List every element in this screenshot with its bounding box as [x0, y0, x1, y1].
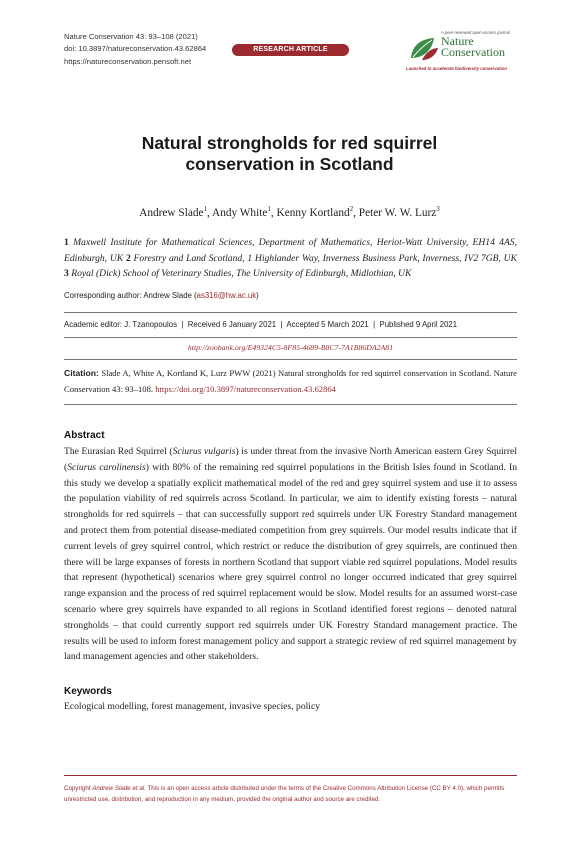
- divider: [64, 404, 517, 405]
- abstract-body: The Eurasian Red Squirrel (Sciurus vulgaris) is under threat from the invasive North American eastern Grey Squirrel (Sciurus carolinensis) with 80% of the remaining red squirrel populations in the British Isles found in Scotland. In this study we develop a spatially explicit mathematical model of the red and grey squirrel system and use it to assess the population viability of red squirrels across Scotland. In particular, we aim to identify existing forests – natural strongholds for red squirrels – that can successfully support red squirrels under UK Forestry Standard management and protect them from potential disease-mediated competition from grey squirrels. Our model results indicate that if current levels of grey squirrel control, which restrict or reduce the distribution of grey squirrels, are continued then there will be large expanses of forests in northern Scotland that support viable red squirrel populations. Model results that represent (hypothetical) scenarios where grey squirrel control no longer occurred indicated that grey squirrel range expansion and the process of red squirrel replacement would be slow. Model results for an assumed worst-case scenario where grey squirrels have expanded to all regions in Scotland identified forest regions – denoted natural strongholds – that could currently support red squirrels under UK Forestry Standard management practice. The results will be used to inform forest management policy and support a strategic review of red squirrel management by land management agencies and other stakeholders.: [64, 446, 517, 663]
- affiliation-number: 2: [125, 252, 131, 264]
- logo-tagline: A peer-reviewed open-access journal: [441, 30, 510, 35]
- journal-logo[interactable]: [404, 30, 524, 74]
- author-affiliation-mark: 1: [267, 205, 271, 213]
- citation-text: Slade A, White A, Kortland K, Lurz PWW (2021) Natural strongholds for red squirrel conservation in Scotland. Nature Conservation 43: 93–108.: [64, 368, 517, 394]
- keywords-heading: Keywords: [64, 686, 112, 697]
- affiliation-text: Maxwell Institute for Mathematical Sciences, Department of Mathematics, Heriot-Watt University, EH14 4AS, Edinburgh, UK: [64, 237, 518, 264]
- affiliation-text: Royal (Dick) School of Veterinary Studies, The University of Edinburgh, Midlothian, UK: [71, 268, 412, 280]
- abstract-heading: Abstract: [64, 430, 105, 441]
- author-affiliation-mark: 1: [203, 205, 208, 213]
- author-name[interactable]: Peter W. W. Lurz: [358, 206, 437, 219]
- citation-block: [64, 366, 517, 397]
- affiliations: [64, 235, 517, 282]
- author-list: Andrew Slade$^1$, Andy White$^1$, Kenny Kortland$^2$, Peter W. W. Lurz$^3$: [139, 205, 440, 219]
- divider: [64, 359, 517, 360]
- logo-subtitle: Launched to accelerate biodiversity conservation: [406, 66, 508, 71]
- copyright-notice: Copyright Andrew Slade et al. This is an open access article distributed under the terms of the Creative Commons Attribution License (CC BY 4.0), which permits unrestricted use, distribution, and reproduction in any medium, provided the original author and source are credited.: [64, 785, 505, 803]
- leaf-logo-icon: [408, 36, 440, 62]
- divider: [64, 337, 517, 338]
- affiliation-number: 3: [64, 268, 69, 280]
- article-title: [64, 133, 515, 175]
- academic-editor: Academic editor: J. Tzanopoulos: [64, 320, 177, 329]
- divider: [64, 312, 517, 313]
- author-affiliation-mark: 2: [349, 205, 354, 213]
- affiliation-text: Forestry and Land Scotland, 1 Highlander Way, Inverness Business Park, Inverness, IV2 7GB, UK: [133, 252, 517, 264]
- zoobank-link[interactable]: http://zoobank.org/E49324C5-8F85-4689-B8C7-7A1B86DA2A81: [187, 343, 394, 352]
- journal-url[interactable]: https://natureconservation.pensoft.net: [64, 56, 192, 66]
- published-date: Published 9 April 2021: [379, 320, 458, 329]
- received-date: Received 6 January 2021: [187, 320, 277, 329]
- author-name[interactable]: Kenny Kortland: [276, 206, 350, 219]
- article-type-badge: RESEARCH ARTICLE: [232, 44, 349, 56]
- logo-name: Nature Conservation: [441, 34, 505, 59]
- affiliation-number: 1: [64, 237, 69, 248]
- author-name[interactable]: Andrew Slade: [139, 206, 204, 219]
- divider: [64, 775, 517, 776]
- article-doi[interactable]: doi: 10.3897/natureconservation.43.62864: [64, 44, 207, 54]
- journal-issue: Nature Conservation 43: 93–108 (2021): [64, 32, 198, 41]
- citation-label: Citation:: [64, 368, 99, 378]
- journal-header: [64, 31, 206, 68]
- title-line-1: Natural strongholds for red squirrel: [141, 133, 438, 153]
- species-name: Sciurus vulgaris: [172, 446, 236, 457]
- accepted-date: Accepted 5 March 2021: [286, 320, 369, 329]
- citation-doi-link[interactable]: https://doi.org/10.3897/natureconservation.43.62864: [155, 383, 336, 394]
- keywords-list: Ecological modelling, forest management, invasive species, policy: [64, 701, 321, 712]
- species-name: Sciurus carolinensis: [67, 461, 146, 473]
- author-affiliation-mark: 3: [436, 205, 440, 213]
- title-line-2: conservation in Scotland: [185, 154, 394, 174]
- corresponding-author: Corresponding author: Andrew Slade (as316@hw.ac.uk): [64, 291, 259, 300]
- author-email-link[interactable]: as316@hw.ac.uk: [196, 291, 257, 300]
- author-name[interactable]: Andy White: [212, 206, 268, 219]
- editorial-dates: Academic editor: J. Tzanopoulos | Received 6 January 2021 | Accepted 5 March 2021 | Published 9 April 2021: [64, 320, 458, 329]
